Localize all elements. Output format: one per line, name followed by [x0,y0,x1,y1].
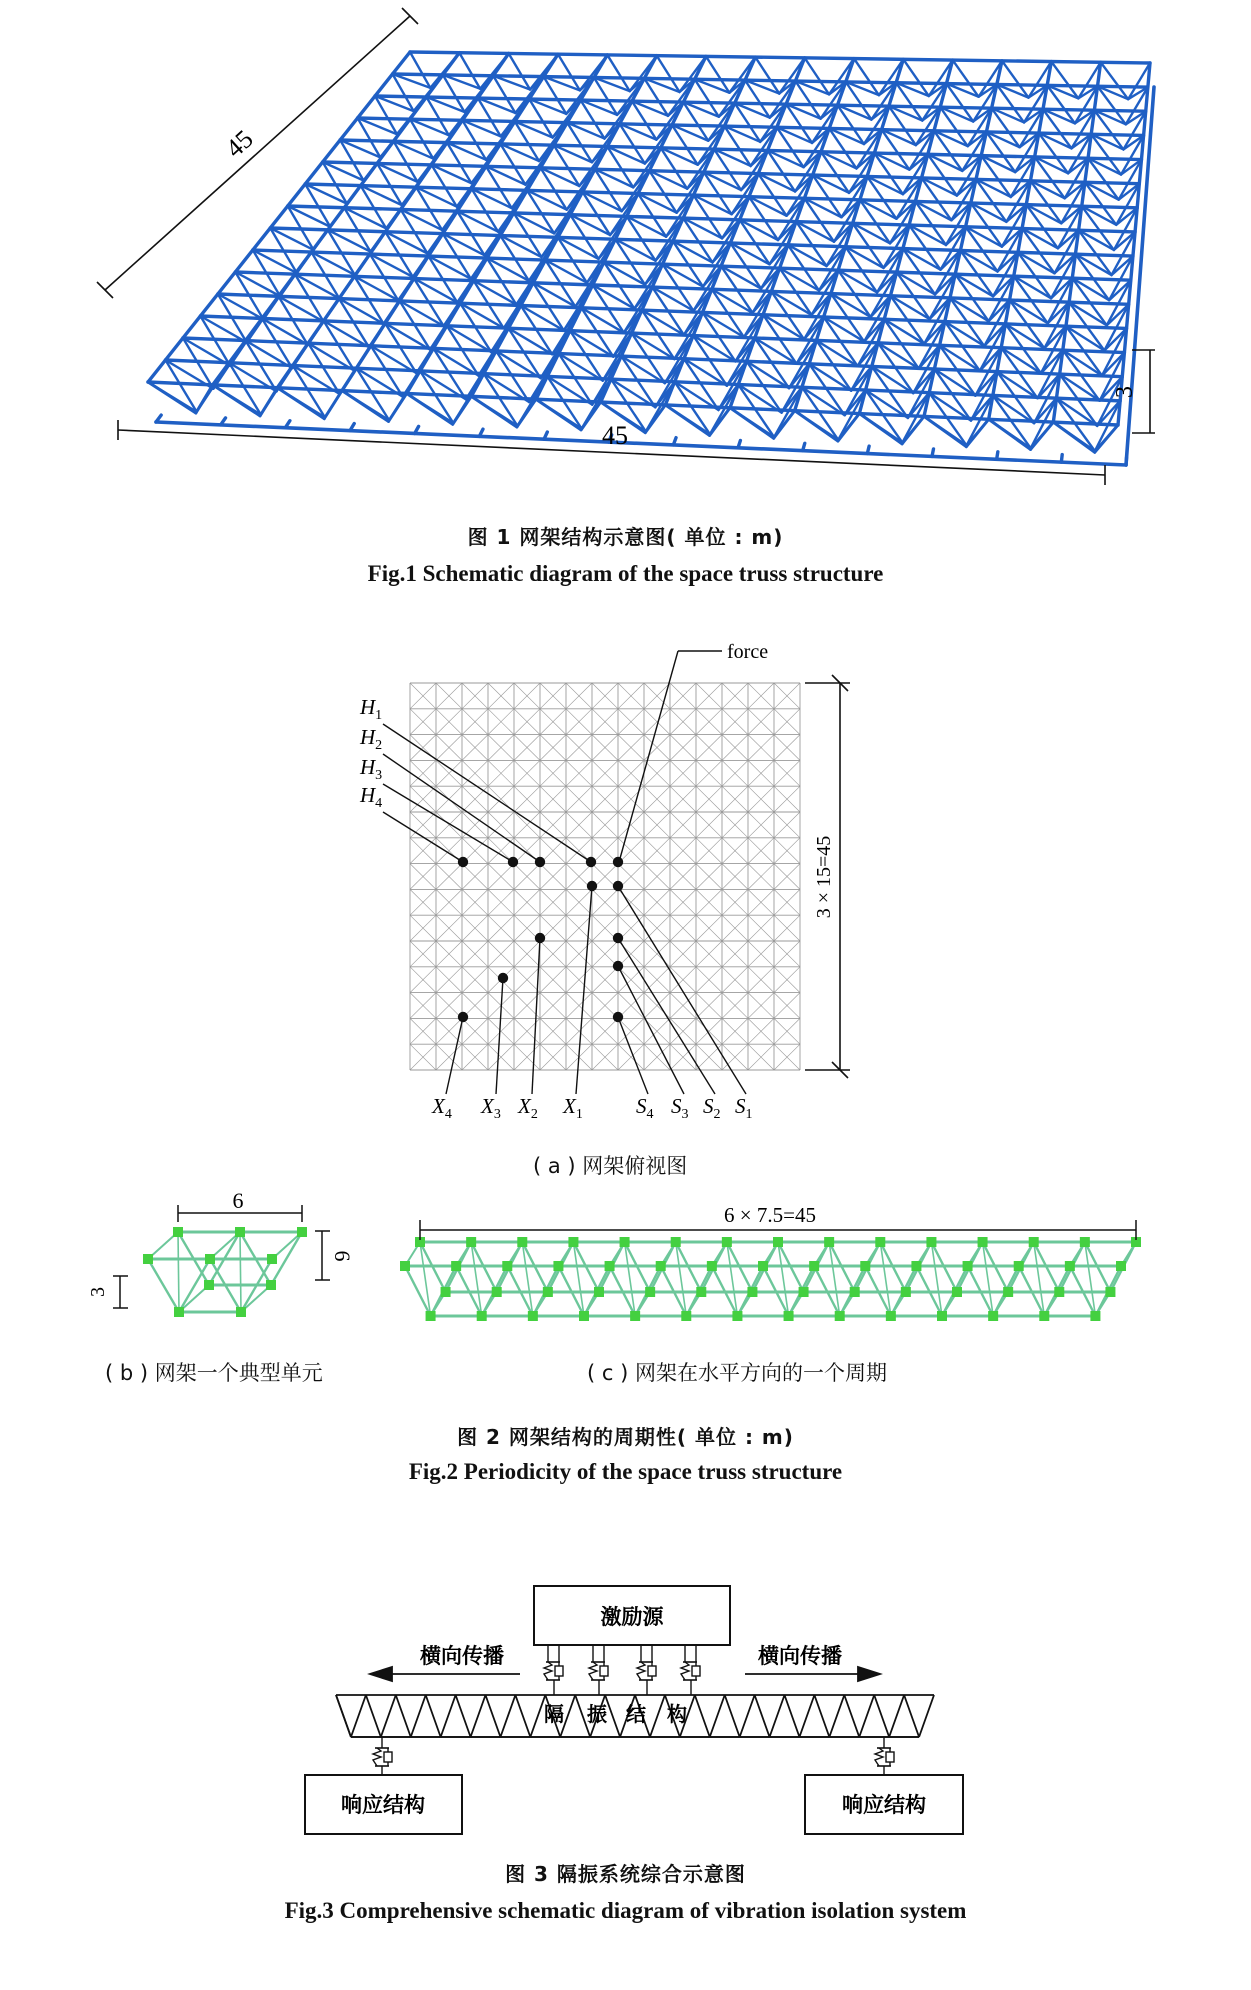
fig2c-subcaption: ( c ) 网架在水平方向的一个周期 [587,1361,887,1385]
fig2-caption-en: Fig.2 Periodicity of the space truss structure [408,1459,843,1484]
h-label-3: $H_3$ [360,755,383,783]
left-propagation-label: 横向传播 [420,1644,504,1668]
fig2b-subcaption: ( b ) 网架一个典型单元 [105,1361,323,1385]
space-truss-drawing [148,52,1154,465]
horizontal-period-drawing [400,1237,1141,1321]
bottom-label-s4: $S_4$ [636,1094,654,1122]
fig1-caption-en: Fig.1 Schematic diagram of the space truss structure [367,561,884,586]
isolation-char-3: 结 [626,1702,646,1726]
h-label-2: $H_2$ [360,725,383,753]
fig1-height-dimension: 3 [1112,386,1138,398]
figure-3-isolation-system [0,1570,1251,1870]
h-label-4: $H_4$ [360,783,383,811]
figure-2a-plan-view [0,620,1251,1140]
bottom-label-x4: $X_4$ [432,1094,452,1122]
fig1-side-dimension: 45 [219,124,259,164]
unit-height-dimension: 3 [87,1287,109,1297]
period-dimension: 6 × 7.5=45 [724,1203,816,1227]
bottom-label-s3: $S_3$ [671,1094,689,1122]
figure-2bc-units [0,1190,1251,1350]
measurement-points [458,857,623,1022]
fig1-caption-cn: 图 1 网架结构示意图( 单位 : m) [467,525,784,549]
unit-depth-dimension: 6 [330,1250,355,1262]
h-point-labels [359,695,382,811]
isolation-char-1: 隔 [544,1702,564,1726]
typical-unit-drawing [143,1227,307,1317]
response-structure-right-label: 响应结构 [842,1793,926,1817]
isolation-char-2: 振 [587,1702,607,1726]
bottom-label-x3: $X_3$ [481,1094,501,1122]
right-propagation-label: 横向传播 [758,1644,842,1668]
figure-1-truss-3d [0,0,1251,500]
unit-width-dimension: 6 [232,1190,244,1213]
bottom-label-s2: $S_2$ [703,1094,721,1122]
bottom-isolators [373,1737,894,1775]
force-label: force [727,641,769,663]
bottom-label-x2: $X_2$ [518,1094,538,1122]
excitation-source-label: 激励源 [600,1605,664,1629]
h-label-1: $H_1$ [360,695,383,723]
plan-dimension: 3 × 15=45 [813,835,835,919]
leader-lines [383,724,746,1094]
fig2-caption-cn: 图 2 网架结构的周期性( 单位 : m) [457,1425,794,1449]
top-isolators [544,1645,700,1695]
fig3-caption-cn: 图 3 隔振系统综合示意图 [505,1862,746,1886]
response-structure-left-label: 响应结构 [341,1793,425,1817]
fig1-front-dimension: 45 [602,421,628,450]
isolation-char-4: 构 [667,1702,687,1726]
fig2a-subcaption: ( a ) 网架俯视图 [533,1154,688,1178]
truss-plan-grid [410,683,800,1070]
bottom-label-x1: $X_1$ [563,1094,583,1122]
fig3-caption-en: Fig.3 Comprehensive schematic diagram of vibration isolation system [284,1898,967,1923]
bottom-label-s1: $S_1$ [735,1094,753,1122]
xs-point-labels [431,1094,753,1122]
